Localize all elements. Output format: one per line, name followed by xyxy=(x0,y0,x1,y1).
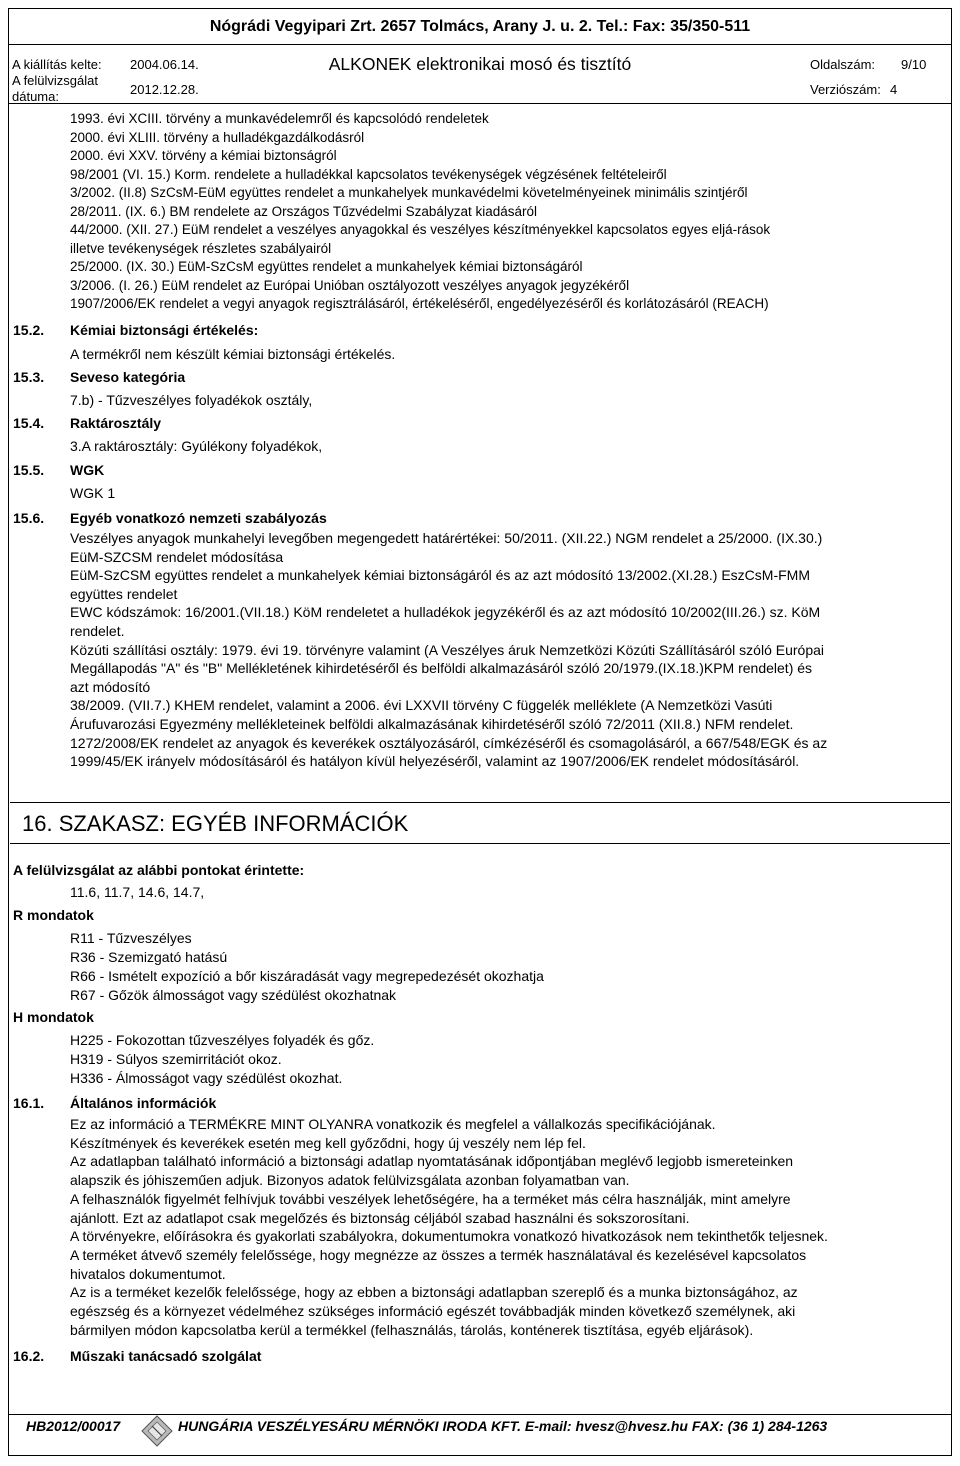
section-15-2-text: A termékről nem készült kémiai biztonsági értékelés. xyxy=(70,346,396,362)
document-title: ALKONEK elektronikai mosó és tisztító xyxy=(328,54,632,74)
h-sentences-list xyxy=(70,1031,374,1088)
section-15-6-number: 15.6. xyxy=(13,510,45,526)
section-16-2-title: Műszaki tanácsadó szolgálat xyxy=(70,1348,262,1364)
law-item: 3/2006. (I. 26.) EüM rendelet az Európai Unióban osztályozott veszélyes anyagok jegyzékéről xyxy=(70,277,630,293)
paragraph-line: EüM-SZCSM rendelet módosítása xyxy=(70,548,284,565)
version-label: Verziószám: xyxy=(810,82,881,97)
paragraph-line: A terméket átvevő személy felelőssége, hogy megnézze az összes a termék használatával és kezelésével kapcsolatos xyxy=(70,1246,807,1263)
section-15-2-title: Kémiai biztonsági értékelés: xyxy=(70,322,259,338)
paragraph-line: Árufuvarozási Egyezmény mellékleteinek belföldi alkalmazásának kihirdetéséről szóló 72/2011 (XII.8.) NFM rendelet. xyxy=(70,715,794,732)
r-sentence: R11 - Tűzveszélyes xyxy=(70,930,192,946)
law-item: 3/2002. (II.8) SzCsM-EüM együttes rendelet a munkahelyek munkavédelmi követelményeinek minimális szintjéről xyxy=(70,185,748,200)
paragraph-line: bármilyen módon kapcsolatba kerül a termékkel (felhasználás, tárolás, konténerek tisztítása, egyéb eljárások). xyxy=(70,1321,754,1338)
company-header: Nógrádi Vegyipari Zrt. 2657 Tolmács, Arany J. u. 2. Tel.: Fax: 35/350-511 xyxy=(209,18,751,35)
paragraph-line: A törvényekre, előírásokra és gyakorlati szabályokra, dokumentumokra vonatkozó hivatkozások nem tekinthetők teljesnek. xyxy=(70,1228,828,1245)
paragraph-line: Az adatlapban található információ a biztonsági adatlap nyomtatásának időpontjában meglévő legjobb ismereteinken xyxy=(70,1153,794,1170)
law-item: illetve tevékenységek részletes szabályairól xyxy=(70,240,332,256)
page-value: 9/10 xyxy=(901,57,927,72)
h-sentence: H336 - Álmosságot vagy szédülést okozhat. xyxy=(70,1070,343,1086)
law-item: 44/2000. (XII. 27.) EüM rendelet a veszélyes anyagokkal és veszélyes készítményekkel kapcsolatos egyes eljá-rások xyxy=(70,222,771,237)
header-divider xyxy=(8,44,952,45)
section-15-3-title: Seveso kategória xyxy=(70,369,186,385)
r-sentences-heading: R mondatok xyxy=(13,907,94,923)
section-15-4-number: 15.4. xyxy=(13,415,45,431)
section-15-3-text: 7.b) - Tűzveszélyes folyadékok osztály, xyxy=(70,392,313,408)
law-item: 2000. évi XLIII. törvény a hulladékgazdálkodásról xyxy=(70,129,365,145)
section-15-5-title: WGK xyxy=(70,462,105,478)
r-sentences-list xyxy=(70,929,544,1005)
paragraph-line: Közúti szállítási osztály: 1979. évi 19. törvényre valamint (A Veszélyes áruk Nemzetközi Közúti Szállításáról szóló Európai xyxy=(70,641,825,658)
section-15-6-title: Egyéb vonatkozó nemzeti szabályozás xyxy=(70,510,327,526)
section-15-3-number: 15.3. xyxy=(13,369,45,385)
page-label: Oldalszám: xyxy=(810,57,876,72)
company-logo-icon xyxy=(140,1414,174,1453)
paragraph-line: Az is a terméket kezelők felelőssége, hogy az ebben a biztonsági adatlapban szereplő és a munka biztonságához, az xyxy=(70,1284,798,1301)
law-item: 28/2011. (IX. 6.) BM rendelete az Országos Tűzvédelmi Szabályzat kiadásáról xyxy=(70,203,537,219)
review-date: 2012.12.28. xyxy=(130,82,199,97)
section-15-5-text: WGK 1 xyxy=(70,485,116,501)
paragraph-line: rendelet. xyxy=(70,622,125,639)
section-15-4-text: 3.A raktárosztály: Gyúlékony folyadékok, xyxy=(70,438,323,454)
law-item: 2000. évi XXV. törvény a kémiai biztonságról xyxy=(70,148,337,163)
law-item: 1907/2006/EK rendelet a vegyi anyagok regisztrálásáról, értékeléséről, engedélyezéséről és korlátozásáról (REACH) xyxy=(70,296,769,311)
paragraph-line: Veszélyes anyagok munkahelyi levegőben megengedett határértékei: 50/2011. (XII.22.) NGM rendelet a 25/2000. (IX.30.) xyxy=(70,530,823,546)
paragraph-line: 1999/45/EK irányelv módosításáról és hatályon kívül helyezéséről, valamint az 1907/2006/EK rendelet módosításáról. xyxy=(70,753,800,770)
paragraph-line: hivatalos dokumentumot. xyxy=(70,1265,226,1282)
r-sentence: R67 - Gőzök álmosságot vagy szédülést okozhatnak xyxy=(70,987,397,1003)
paragraph-line: ajánlott. Ezt az adatlapot csak megelőzés és biztonság céljából szabad használni és sokszorosítani. xyxy=(70,1209,690,1226)
paragraph-line: A felhasználók figyelmét felhívjuk további veszélyek lehetőségére, ha a terméket más célra használják, mint amelyre xyxy=(70,1190,791,1207)
paragraph-line: 38/2009. (VII.7.) KHEM rendelet, valamint a 2006. évi LXXVII törvény C függelék melléklete (A Nemzetközi Vasúti xyxy=(70,697,773,714)
version-value: 4 xyxy=(890,82,898,97)
section-16-1-number: 16.1. xyxy=(13,1095,45,1111)
section-15-5-number: 15.5. xyxy=(13,462,45,478)
h-sentence: H225 - Fokozottan tűzveszélyes folyadék és gőz. xyxy=(70,1032,375,1048)
paragraph-line: alapszik és jóhiszeműen adjuk. Bizonyos adatok felülvizsgálata azonban folyamatban van. xyxy=(70,1172,630,1189)
section-16-banner xyxy=(10,802,950,844)
law-item: 25/2000. (IX. 30.) EüM-SzCsM együttes rendelet a munkahelyek kémiai biztonságáról xyxy=(70,259,583,274)
h-sentences-heading: H mondatok xyxy=(13,1009,94,1025)
review-heading: A felülvizsgálat az alábbi pontokat érintette: xyxy=(13,862,305,878)
section-16-1-body xyxy=(70,1115,828,1339)
issue-label: A kiállítás kelte: xyxy=(12,57,102,72)
r-sentence: R36 - Szemizgató hatású xyxy=(70,949,228,965)
section-16-1-title: Általános információk xyxy=(70,1095,217,1111)
section-15-6-body xyxy=(70,529,827,771)
paragraph-line: azt módosító xyxy=(70,678,151,695)
section-15-2-number: 15.2. xyxy=(13,322,45,338)
law-item: 1993. évi XCIII. törvény a munkavédelemről és kapcsolódó rendeletek xyxy=(70,111,489,126)
footer-contact: HUNGÁRIA VESZÉLYESÁRU MÉRNÖKI IRODA KFT. E-mail: hvesz@hvesz.hu FAX: (36 1) 284-1263 xyxy=(178,1418,828,1434)
issue-date: 2004.06.14. xyxy=(130,57,199,72)
paragraph-line: Ez az információ a TERMÉKRE MINT OLYANRA vonatkozik és megfelel a vállalkozás specifikációjának. xyxy=(70,1116,716,1132)
paragraph-line: egészség és a környezet védelméhez szükséges információ egészét továbbadják minden következő személynek, aki xyxy=(70,1303,796,1320)
header-bottom-divider xyxy=(8,103,952,104)
review-label-1: A felülvizsgálat xyxy=(12,73,98,88)
law-item: 98/2001 (VI. 15.) Korm. rendelete a hulladékkal kapcsolatos tevékenységek végzésének feltételeiről xyxy=(70,166,667,182)
paragraph-line: 1272/2008/EK rendelet az anyagok és keverékek osztályozásáról, címkézéséről és csomagolásáról, a 667/548/EGK és az xyxy=(70,734,828,751)
section-16-2-number: 16.2. xyxy=(13,1348,45,1364)
review-label-2: dátuma: xyxy=(12,89,59,104)
r-sentence: R66 - Ismételt expozíció a bőr kiszáradását vagy megrepedezését okozhatja xyxy=(70,968,544,984)
h-sentence: H319 - Súlyos szemirritációt okoz. xyxy=(70,1051,282,1067)
section-15-4-title: Raktárosztály xyxy=(70,415,162,431)
review-points: 11.6, 11.7, 14.6, 14.7, xyxy=(70,884,205,900)
laws-list xyxy=(70,110,770,314)
footer-code: HB2012/00017 xyxy=(26,1418,121,1434)
paragraph-line: Megállapodás "A" és "B" Mellékletének kihirdetéséről és belföldi alkalmazásáról szóló 20/1979.(IX.18.)KPM rendelet) és xyxy=(70,660,813,677)
section-16-title: 16. SZAKASZ: EGYÉB INFORMÁCIÓK xyxy=(22,811,409,836)
paragraph-line: EüM-SzCSM együttes rendelet a munkahelyek kémiai biztonságáról és az azt módosító 13/2002.(XI.28.) EszCsM-FMM xyxy=(70,567,810,584)
paragraph-line: együttes rendelet xyxy=(70,585,178,602)
paragraph-line: Készítmények és keverékek esetén meg kell győződni, hogy új veszély nem lép fel. xyxy=(70,1134,586,1151)
paragraph-line: EWC kódszámok: 16/2001.(VII.18.) KöM rendeletet a hulladékok jegyzékéről és az azt módosító 10/2002(III.26.) sz. KöM xyxy=(70,604,821,621)
